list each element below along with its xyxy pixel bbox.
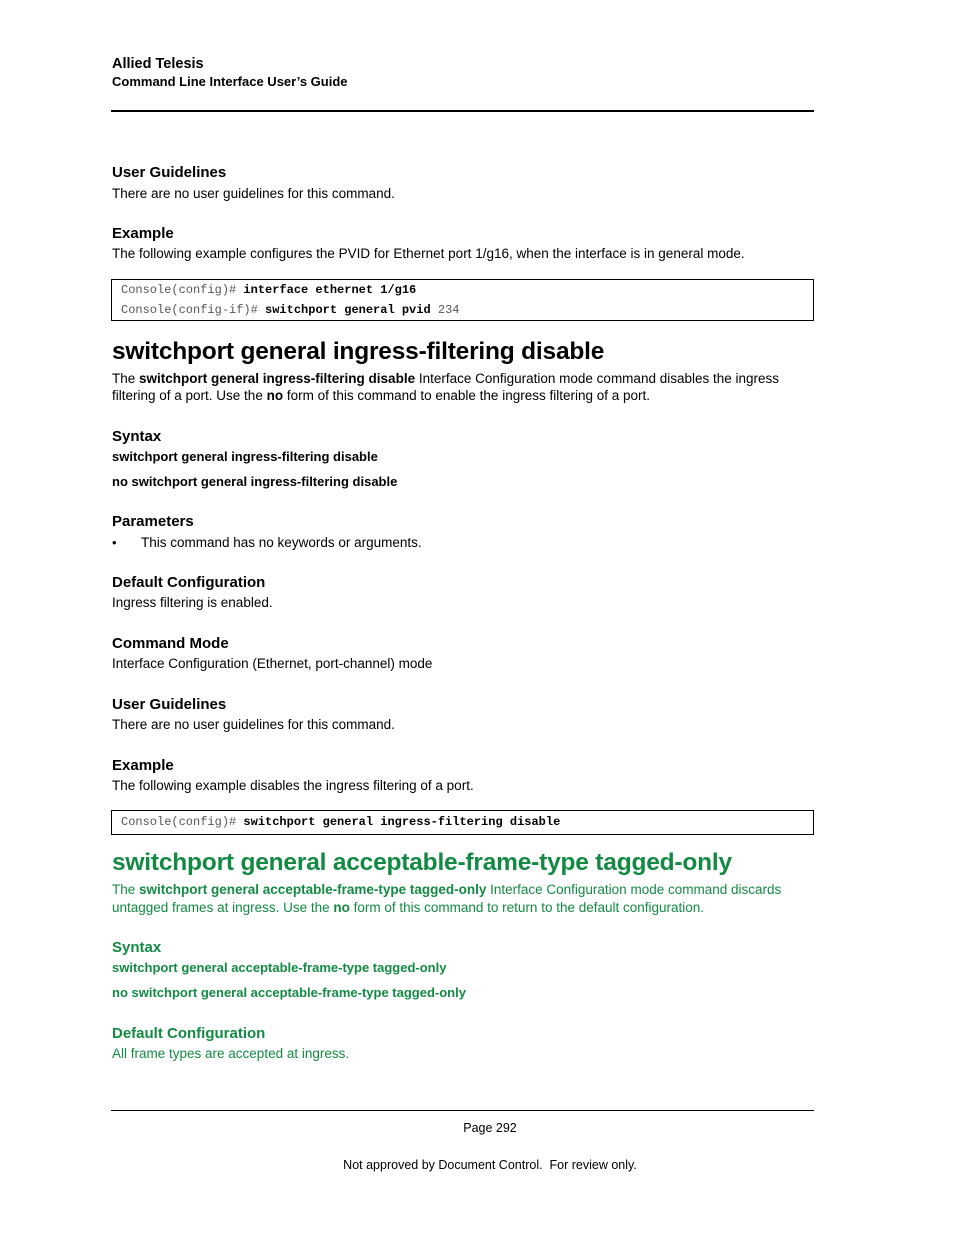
code-prompt: Console(config-if)#	[121, 303, 266, 317]
code-command: switchport general pvid	[265, 303, 431, 317]
frame-section-title: switchport general acceptable-frame-type tagged-only	[112, 849, 732, 876]
ingress-intro: The switchport general ingress-filtering disable Interface Configuration mode command disables the ingress filtering of a port. Use the no form of this command to enable the ingress filtering of a port.	[112, 371, 780, 403]
bullet-icon: •	[112, 535, 117, 550]
pvid-example-text: The following example configures the PVID for Ethernet port 1/g16, when the interface is in general mode.	[112, 246, 745, 261]
code-line	[112, 300, 813, 320]
header-company: Allied Telesis	[112, 56, 204, 72]
ingress-example-text: The following example disables the ingress filtering of a port.	[112, 778, 474, 793]
footer-rule	[111, 1110, 814, 1111]
code-prompt: Console(config)#	[121, 283, 244, 297]
ingress-example-heading: Example	[112, 757, 174, 774]
ingress-syntax-heading: Syntax	[112, 428, 162, 445]
ingress-syntax-no-line: no switchport general ingress-filtering disable	[112, 474, 398, 489]
code-command: interface ethernet 1/g16	[243, 283, 417, 297]
ingress-default-heading: Default Configuration	[112, 574, 266, 591]
frame-syntax-line: switchport general acceptable-frame-type tagged-only	[112, 960, 447, 975]
frame-syntax-heading: Syntax	[112, 939, 162, 956]
code-command: switchport general ingress-filtering disable	[243, 815, 561, 829]
ingress-user-guidelines-text: There are no user guidelines for this command.	[112, 717, 395, 732]
ingress-mode-text: Interface Configuration (Ethernet, port-channel) mode	[112, 656, 433, 671]
frame-default-text: All frame types are accepted at ingress.	[112, 1046, 350, 1061]
pvid-user-guidelines-text: There are no user guidelines for this command.	[112, 186, 395, 201]
review-note: Not approved by Document Control. For review only.	[343, 1158, 637, 1172]
code-line	[112, 280, 813, 300]
header-guide-title: Command Line Interface User’s Guide	[112, 74, 348, 89]
ingress-parameters-text: This command has no keywords or arguments.	[141, 535, 422, 550]
code-prompt: Console(config)#	[121, 815, 244, 829]
frame-intro: The switchport general acceptable-frame-type tagged-only Interface Configuration mode command discards untagged frames at ingress. Use the no form of this command to return to the default configuration.	[112, 882, 782, 915]
code-line	[112, 811, 813, 834]
ingress-section-title: switchport general ingress-filtering disable	[112, 338, 605, 365]
ingress-syntax-line: switchport general ingress-filtering disable	[112, 449, 378, 464]
pvid-user-guidelines-heading: User Guidelines	[112, 164, 227, 181]
ingress-parameters-heading: Parameters	[112, 513, 194, 530]
ingress-default-text: Ingress filtering is enabled.	[112, 595, 273, 610]
ingress-mode-heading: Command Mode	[112, 635, 229, 652]
ingress-user-guidelines-heading: User Guidelines	[112, 696, 227, 713]
code-argument: 234	[430, 303, 460, 317]
frame-default-heading: Default Configuration	[112, 1025, 266, 1042]
ingress-code-block	[111, 810, 814, 835]
header-rule	[111, 110, 814, 112]
frame-syntax-no-line: no switchport general acceptable-frame-type tagged-only	[112, 985, 466, 1000]
pvid-code-block	[111, 279, 814, 321]
page-number: Page 292	[463, 1121, 517, 1135]
pvid-example-heading: Example	[112, 225, 174, 242]
